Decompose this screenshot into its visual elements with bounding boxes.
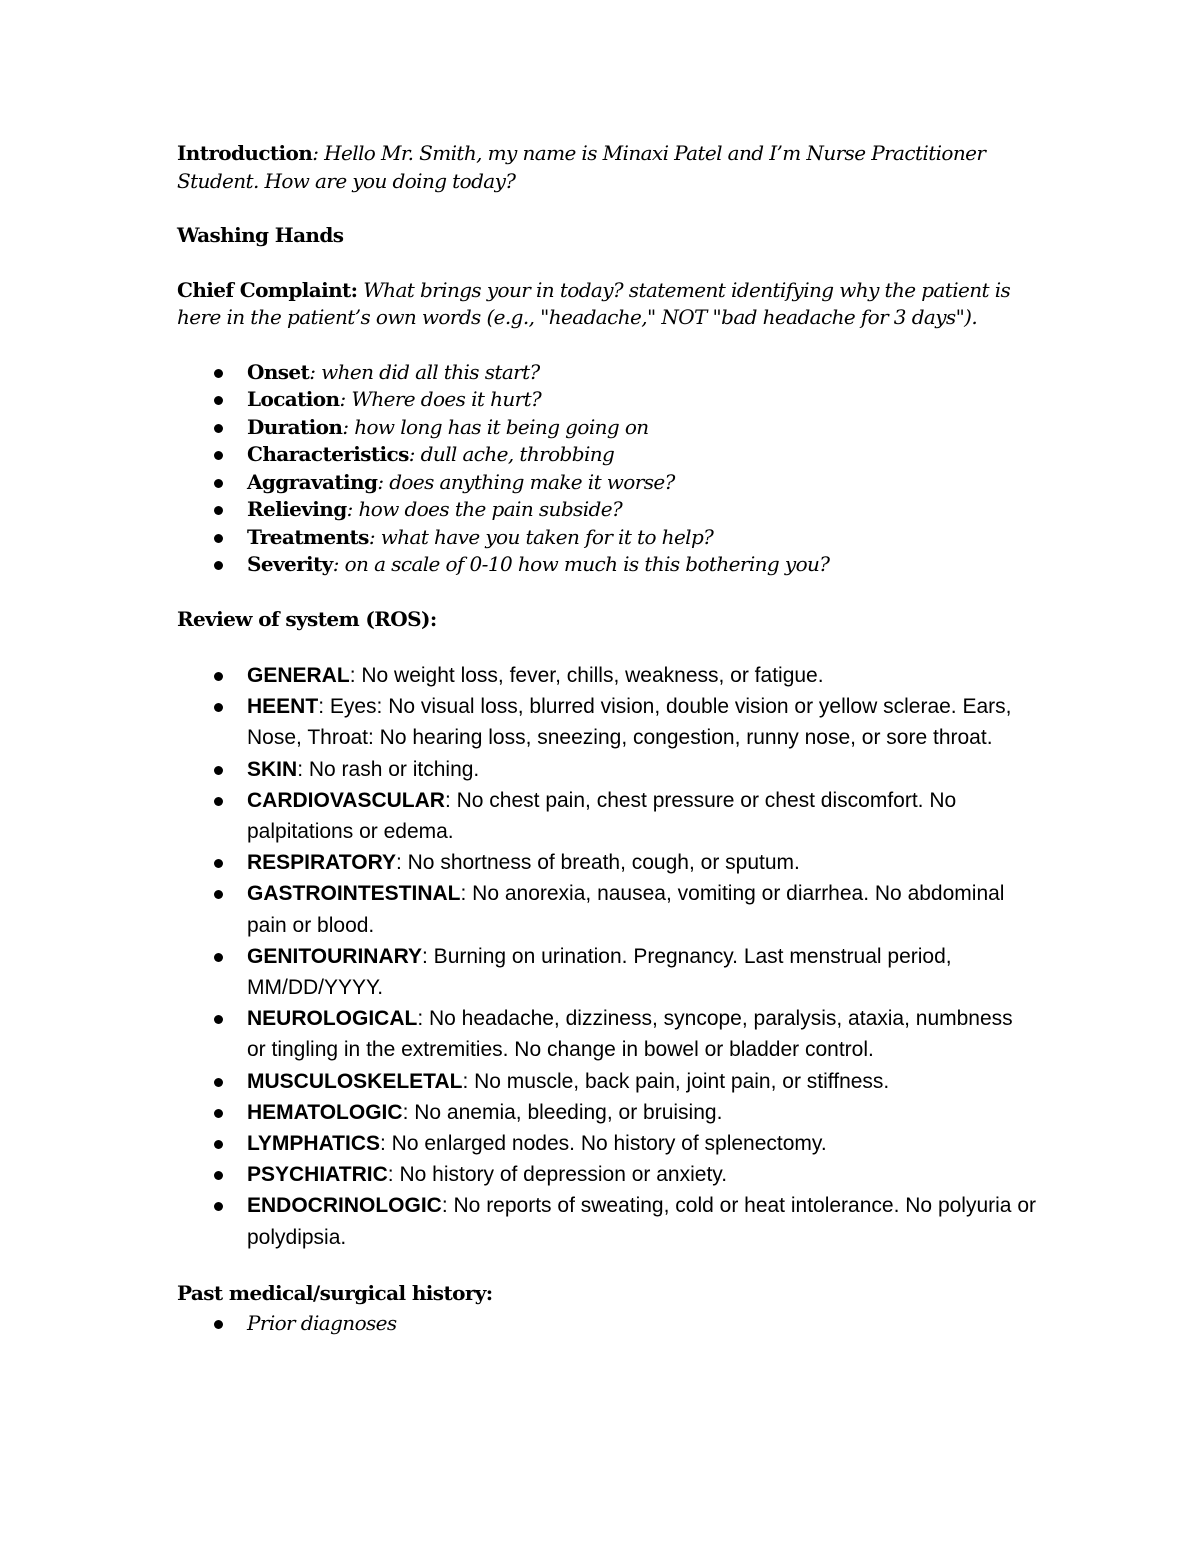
item-label: NEUROLOGICAL [247,1007,418,1031]
bullet-icon [212,469,224,497]
ros-heading-label: Review of system (ROS): [177,606,437,631]
item-label: CARDIOVASCULAR [247,788,445,812]
item-text: : No shortness of breath, cough, or sputum. [395,851,800,875]
bullet-icon [212,496,224,524]
introduction-text: : Hello Mr. Smith, my name is Minaxi Patel and I’m Nurse Practitioner Student. How are you doing today? [177,141,986,193]
chief-complaint-list [177,359,1037,579]
item-text: : Where does it hurt? [339,387,542,411]
item-text: : No muscle, back pain, joint pain, or stiffness. [462,1069,890,1093]
bullet-icon [212,785,224,816]
item-label: GENITOURINARY [247,944,423,968]
item-label: MUSCULOSKELETAL [247,1069,463,1093]
bullet-icon [212,660,224,691]
item-label: Relieving [247,497,347,521]
item-text: : Eyes: No visual loss, blurred vision, double vision or yellow sclerae. Ears, Nose, Throat: No hearing loss, sneezing, congestion, runny nose, or sore throat. [247,695,1012,750]
item-label: ENDOCRINOLOGIC [247,1194,442,1218]
item-text: : No anemia, bleeding, or bruising. [402,1100,723,1124]
list-item [177,441,1037,469]
item-text: : how long has it being going on [342,414,649,439]
bullet-icon [212,1190,224,1221]
list-item [177,496,1037,524]
item-label: Onset [247,359,310,384]
bullet-icon [212,1003,224,1034]
item-label: SKIN [247,757,298,781]
list-item [177,1128,1037,1159]
item-label: Characteristics [247,442,409,466]
bullet-icon [212,1097,224,1128]
list-item [177,1159,1037,1190]
bullet-icon [212,691,224,722]
bullet-icon [212,386,224,414]
item-text: : dull ache, throbbing [408,442,615,466]
bullet-icon [212,1310,224,1338]
list-item [177,1097,1037,1128]
bullet-icon [212,414,224,442]
item-label: Aggravating [247,469,378,494]
item-label: PSYCHIATRIC [247,1163,388,1187]
list-item [177,359,1037,387]
item-label: HEMATOLOGIC [247,1100,403,1124]
item-label: GENERAL [247,664,350,687]
item-label: Location [247,387,340,411]
washing-hands-label: Washing Hands [177,223,344,247]
bullet-icon [212,359,224,387]
item-text: : does anything make it worse? [377,469,675,494]
item-text: : No enlarged nodes. No history of splenectomy. [380,1132,827,1156]
bullet-icon [212,551,224,579]
item-label: RESPIRATORY [247,851,396,875]
item-label: Treatments [247,524,369,549]
item-text: : No reports of sweating, cold or heat intolerance. No polyuria or polydipsia. [247,1194,1036,1249]
list-item [177,1003,1037,1065]
list-item [177,386,1037,414]
bullet-icon [212,847,224,878]
item-label: HEENT [247,695,319,719]
item-label: LYMPHATICS [247,1132,381,1156]
chief-complaint-label: Chief Complaint: [177,277,358,302]
list-item [177,1066,1037,1097]
list-item [177,1310,1037,1338]
bullet-icon [212,1066,224,1097]
pmh-list [177,1310,1037,1338]
list-item [177,414,1037,442]
list-item [177,691,1037,753]
item-text: : Burning on urination. Pregnancy. Last menstrual period, MM/DD/YYYY. [247,944,952,1000]
ros-heading [177,606,1037,634]
item-text: : on a scale of 0-10 how much is this bothering you? [332,552,830,576]
introduction-paragraph [177,140,1037,195]
list-item [177,469,1037,497]
bullet-icon [212,1128,224,1159]
washing-hands-heading [177,222,1037,250]
list-item [177,785,1037,847]
item-text: : No history of depression or anxiety. [387,1163,728,1187]
list-item [177,551,1037,579]
item-text: Prior diagnoses [247,1311,397,1336]
item-text: : No rash or itching. [297,757,480,781]
item-text: : No headache, dizziness, syncope, paralysis, ataxia, numbness or tingling in the extremities. No change in bowel or bladder control. [247,1007,1013,1062]
item-label: Severity [247,552,333,576]
list-item [177,878,1037,940]
bullet-icon [212,1159,224,1190]
chief-complaint-paragraph [177,277,1037,332]
item-text: : No anorexia, nausea, vomiting or diarrhea. No abdominal pain or blood. [247,882,1005,937]
item-text: : No chest pain, chest pressure or chest discomfort. No palpitations or edema. [247,788,957,844]
item-text: : No weight loss, fever, chills, weakness, or fatigue. [349,664,824,687]
list-item [177,941,1037,1003]
item-label: Duration [247,414,343,439]
item-text: : what have you taken for it to help? [368,524,714,549]
introduction-label: Introduction [177,141,313,165]
list-item [177,524,1037,552]
ros-list [177,660,1037,1253]
bullet-icon [212,524,224,552]
bullet-icon [212,878,224,909]
item-text: : when did all this start? [309,359,540,384]
pmh-heading-label: Past medical/surgical history: [177,1280,493,1305]
chief-complaint-text: What brings your in today? statement identifying why the patient is here in the patient’s own words (e.g., "headache," NOT "bad headache for 3 days"). [177,277,1011,329]
bullet-icon [212,441,224,469]
pmh-heading [177,1280,1037,1308]
item-text: : how does the pain subside? [346,497,623,521]
document-page [177,140,1037,1338]
bullet-icon [212,941,224,972]
list-item [177,847,1037,878]
list-item [177,1190,1037,1252]
list-item [177,754,1037,785]
list-item [177,660,1037,691]
bullet-icon [212,754,224,785]
item-label: GASTROINTESTINAL [247,882,461,906]
